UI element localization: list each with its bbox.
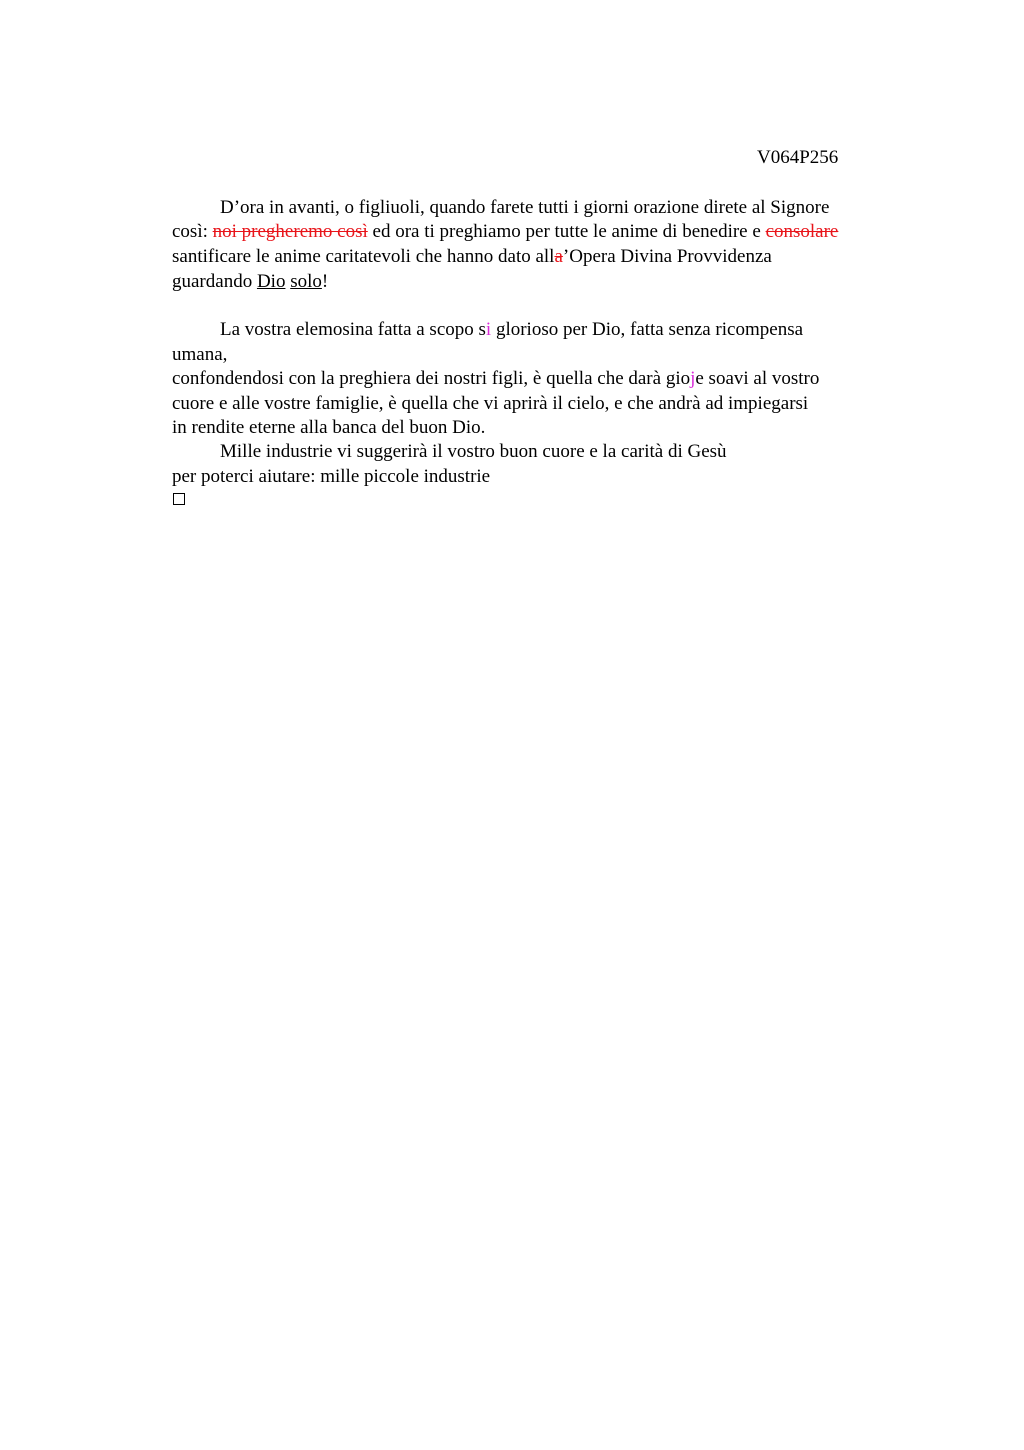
checkbox-square-icon — [173, 493, 185, 505]
text-span: così: — [172, 221, 213, 242]
underlined-text: solo — [290, 271, 322, 292]
paragraph-1-line-4 — [172, 270, 328, 294]
text-span: e soavi al vostro — [695, 368, 820, 389]
text-span: confondendosi con la preghiera dei nostri figli, è quella che darà gio — [172, 368, 691, 389]
underlined-text: Dio — [256, 271, 286, 292]
paragraph-1-line-1: D’ora in avanti, o figliuoli, quando farete tutti i giorni orazione direte al Signore — [220, 197, 830, 218]
paragraph-1-line-2 — [172, 220, 838, 244]
deleted-text: a — [554, 246, 563, 267]
text-span: santificare le anime caritatevoli che hanno dato all — [172, 246, 555, 267]
paragraph-2-line-5: in rendite eterne alla banca del buon Dio. — [172, 417, 486, 438]
paragraph-3-line-1: Mille industrie vi suggerirà il vostro buon cuore e la carità di Gesù — [220, 441, 727, 462]
paragraph-1-line-3 — [172, 245, 772, 269]
paragraph-3-line-2: per poterci aiutare: mille piccole industrie — [172, 466, 491, 487]
text-span: ’Opera Divina Provvidenza — [562, 246, 772, 267]
paragraph-2-line-2: umana, — [172, 344, 228, 365]
deleted-text: consolare — [765, 221, 839, 242]
paragraph-2-line-3 — [172, 367, 819, 391]
text-span: guardando — [172, 271, 257, 292]
text-span: ed ora ti preghiamo per tutte le anime di benedire e — [367, 221, 766, 242]
inserted-text: j — [690, 368, 696, 389]
text-span: ! — [321, 271, 329, 292]
paragraph-2-line-4: cuore e alle vostre famiglie, è quella che vi aprirà il cielo, e che andrà ad impiegarsi — [172, 393, 809, 414]
inserted-text: i — [485, 319, 492, 340]
paragraph-2-line-1 — [220, 318, 803, 342]
text-span: glorioso per Dio, fatta senza ricompensa — [491, 319, 804, 340]
deleted-text: noi pregheremo così — [212, 221, 368, 242]
document-code: V064P256 — [757, 147, 839, 168]
text-span: La vostra elemosina fatta a scopo s — [220, 319, 486, 340]
